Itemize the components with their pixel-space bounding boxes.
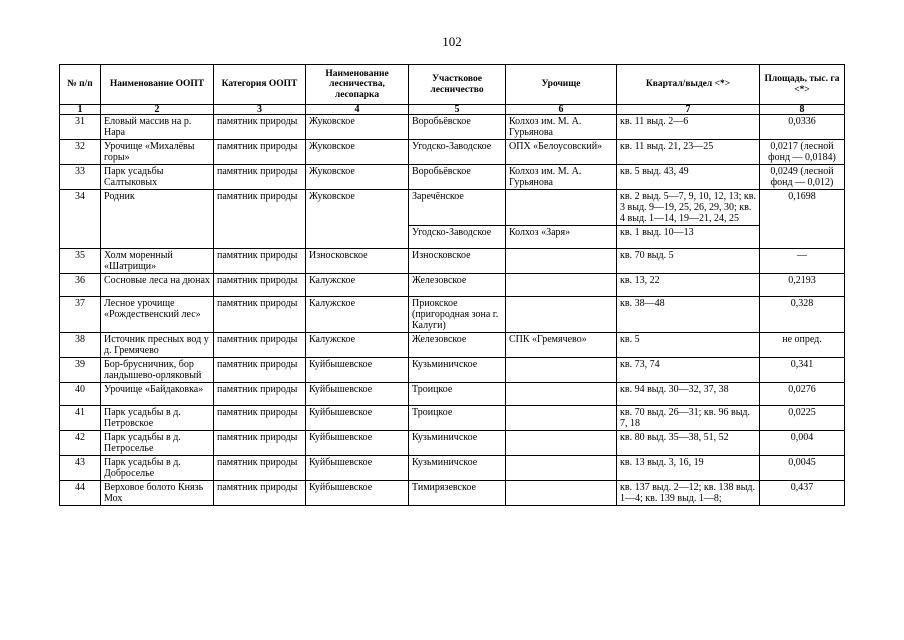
cell-area: 0,0276 — [760, 383, 845, 406]
cell-category: памятник природы — [214, 431, 306, 456]
cell-forestry: Куйбышевское — [306, 456, 409, 481]
cell-name: Бор-брусничник, бор ландышево-орляковый — [101, 358, 214, 383]
table-row — [60, 431, 845, 456]
column-number: 8 — [760, 105, 845, 115]
cell-district: Приокское (пригородная зона г. Калуги) — [409, 297, 506, 333]
cell-num: 42 — [60, 431, 101, 456]
cell-category: памятник природы — [214, 333, 306, 358]
cell-num: 38 — [60, 333, 101, 358]
cell-quarter: кв. 13 выд. 3, 16, 19 — [617, 456, 760, 481]
cell-district: Заречёнское — [409, 190, 506, 226]
cell-area: не опред. — [760, 333, 845, 358]
cell-name: Урочище «Михалёвы горы» — [101, 140, 214, 165]
cell-tract — [506, 190, 617, 226]
table-row — [60, 140, 845, 165]
cell-category: памятник природы — [214, 481, 306, 506]
cell-name: Еловый массив на р. Нара — [101, 115, 214, 140]
cell-quarter: кв. 11 выд. 2—6 — [617, 115, 760, 140]
cell-area: 0,0249 (лесной фонд — 0,012) — [760, 165, 845, 190]
cell-num: 36 — [60, 274, 101, 297]
table-row — [60, 481, 845, 506]
cell-tract — [506, 456, 617, 481]
header-cell-area: Площадь, тыс. га <*> — [760, 65, 845, 105]
cell-district: Угодско-Заводское — [409, 226, 506, 249]
cell-name: Сосновые леса на дюнах — [101, 274, 214, 297]
cell-quarter: кв. 2 выд. 5—7, 9, 10, 12, 13; кв. 3 выд. 9—19, 25, 26, 29, 30; кв. 4 выд. 1—14, 19—21, 24, 25 — [617, 190, 760, 226]
cell-district: Троицкое — [409, 383, 506, 406]
cell-area: 0,0336 — [760, 115, 845, 140]
cell-district: Железовское — [409, 333, 506, 358]
cell-quarter: кв. 70 выд. 26—31; кв. 96 выд. 7, 18 — [617, 406, 760, 431]
cell-forestry: Куйбышевское — [306, 383, 409, 406]
header-cell-forestry: Наименование лесничества, лесопарка — [306, 65, 409, 105]
cell-num: 32 — [60, 140, 101, 165]
cell-forestry: Куйбышевское — [306, 431, 409, 456]
header-cell-num: № п/п — [60, 65, 101, 105]
cell-num: 41 — [60, 406, 101, 431]
cell-category: памятник природы — [214, 165, 306, 190]
cell-name: Парк усадьбы Салтыковых — [101, 165, 214, 190]
table-row — [60, 456, 845, 481]
table-row — [60, 274, 845, 297]
cell-category: памятник природы — [214, 140, 306, 165]
cell-name: Верховое болото Князь Мох — [101, 481, 214, 506]
cell-quarter: кв. 94 выд. 30—32, 37, 38 — [617, 383, 760, 406]
cell-tract — [506, 274, 617, 297]
table-row — [60, 333, 845, 358]
table-row — [60, 249, 845, 274]
cell-area: 0,004 — [760, 431, 845, 456]
cell-forestry: Жуковское — [306, 115, 409, 140]
table-row — [60, 165, 845, 190]
cell-forestry: Куйбышевское — [306, 481, 409, 506]
cell-tract — [506, 358, 617, 383]
cell-quarter: кв. 11 выд. 21, 23—25 — [617, 140, 760, 165]
cell-num: 35 — [60, 249, 101, 274]
cell-district: Железовское — [409, 274, 506, 297]
column-number: 5 — [409, 105, 506, 115]
cell-area: 0,0225 — [760, 406, 845, 431]
cell-forestry: Жуковское — [306, 140, 409, 165]
column-number: 2 — [101, 105, 214, 115]
cell-forestry: Калужское — [306, 297, 409, 333]
cell-quarter: кв. 73, 74 — [617, 358, 760, 383]
cell-tract: Колхоз «Заря» — [506, 226, 617, 249]
header-cell-quarter: Квартал/выдел <*> — [617, 65, 760, 105]
cell-tract: Колхоз им. М. А. Гурьянова — [506, 115, 617, 140]
cell-category: памятник природы — [214, 406, 306, 431]
cell-area: 0,341 — [760, 358, 845, 383]
cell-area: — — [760, 249, 845, 274]
cell-category: памятник природы — [214, 383, 306, 406]
cell-tract: СПК «Гремячево» — [506, 333, 617, 358]
cell-num: 31 — [60, 115, 101, 140]
cell-district: Кузьминичское — [409, 431, 506, 456]
cell-num: 40 — [60, 383, 101, 406]
header-cell-category: Категория ООПТ — [214, 65, 306, 105]
cell-quarter: кв. 13, 22 — [617, 274, 760, 297]
cell-area: 0,0045 — [760, 456, 845, 481]
cell-forestry: Калужское — [306, 274, 409, 297]
cell-forestry: Калужское — [306, 333, 409, 358]
cell-forestry: Жуковское — [306, 165, 409, 190]
header-cell-name: Наименование ООПТ — [101, 65, 214, 105]
cell-tract: Колхоз им. М. А. Гурьянова — [506, 165, 617, 190]
table-row — [60, 115, 845, 140]
cell-quarter: кв. 80 выд. 35—38, 51, 52 — [617, 431, 760, 456]
cell-num: 34 — [60, 190, 101, 249]
cell-forestry: Куйбышевское — [306, 406, 409, 431]
cell-quarter: кв. 70 выд. 5 — [617, 249, 760, 274]
cell-num: 44 — [60, 481, 101, 506]
cell-name: Парк усадьбы в д. Петровское — [101, 406, 214, 431]
cell-num: 43 — [60, 456, 101, 481]
cell-area: 0,1698 — [760, 190, 845, 249]
cell-tract — [506, 249, 617, 274]
cell-tract — [506, 406, 617, 431]
cell-tract — [506, 297, 617, 333]
cell-forestry: Жуковское — [306, 190, 409, 249]
cell-district: Угодско-Заводское — [409, 140, 506, 165]
cell-area: 0,2193 — [760, 274, 845, 297]
cell-name: Холм моренный «Шатрищи» — [101, 249, 214, 274]
protected-areas-table — [59, 64, 845, 506]
cell-forestry: Износковское — [306, 249, 409, 274]
cell-district: Износковское — [409, 249, 506, 274]
cell-name: Урочище «Байдаковка» — [101, 383, 214, 406]
cell-district: Кузьминичское — [409, 358, 506, 383]
cell-category: памятник природы — [214, 249, 306, 274]
cell-district: Троицкое — [409, 406, 506, 431]
cell-num: 37 — [60, 297, 101, 333]
column-number: 7 — [617, 105, 760, 115]
cell-category: памятник природы — [214, 274, 306, 297]
table-row — [60, 383, 845, 406]
table-row — [60, 406, 845, 431]
table-row — [60, 190, 845, 226]
table-row — [60, 297, 845, 333]
cell-tract — [506, 431, 617, 456]
cell-num: 39 — [60, 358, 101, 383]
cell-category: памятник природы — [214, 358, 306, 383]
cell-num: 33 — [60, 165, 101, 190]
cell-district: Кузьминичское — [409, 456, 506, 481]
header-row — [60, 65, 845, 105]
cell-forestry: Куйбышевское — [306, 358, 409, 383]
cell-quarter: кв. 5 выд. 43, 49 — [617, 165, 760, 190]
cell-category: памятник природы — [214, 456, 306, 481]
header-cell-tract: Урочище — [506, 65, 617, 105]
cell-area: 0,437 — [760, 481, 845, 506]
cell-district: Воробьёвское — [409, 115, 506, 140]
cell-tract — [506, 383, 617, 406]
cell-name: Парк усадьбы в д. Доброселье — [101, 456, 214, 481]
cell-district: Воробьёвское — [409, 165, 506, 190]
cell-quarter: кв. 1 выд. 10—13 — [617, 226, 760, 249]
cell-area: 0,0217 (лесной фонд — 0,0184) — [760, 140, 845, 165]
column-number: 1 — [60, 105, 101, 115]
cell-name: Лесное урочище «Рождественский лес» — [101, 297, 214, 333]
column-number: 6 — [506, 105, 617, 115]
cell-category: памятник природы — [214, 297, 306, 333]
cell-category: памятник природы — [214, 190, 306, 249]
cell-district: Тимирязевское — [409, 481, 506, 506]
page-number: 102 — [442, 34, 462, 49]
cell-quarter: кв. 137 выд. 2—12; кв. 138 выд. 1—4; кв. 139 выд. 1—8; — [617, 481, 760, 506]
table-row — [60, 358, 845, 383]
column-number: 3 — [214, 105, 306, 115]
cell-category: памятник природы — [214, 115, 306, 140]
column-number: 4 — [306, 105, 409, 115]
cell-name: Парк усадьбы в д. Петроселье — [101, 431, 214, 456]
cell-name: Родник — [101, 190, 214, 249]
cell-area: 0,328 — [760, 297, 845, 333]
cell-quarter: кв. 38—48 — [617, 297, 760, 333]
header-cell-district: Участковое лесничество — [409, 65, 506, 105]
cell-name: Источник пресных вод у д. Гремячево — [101, 333, 214, 358]
cell-tract — [506, 481, 617, 506]
cell-tract: ОПХ «Белоусовский» — [506, 140, 617, 165]
cell-quarter: кв. 5 — [617, 333, 760, 358]
column-number-row — [60, 105, 845, 115]
